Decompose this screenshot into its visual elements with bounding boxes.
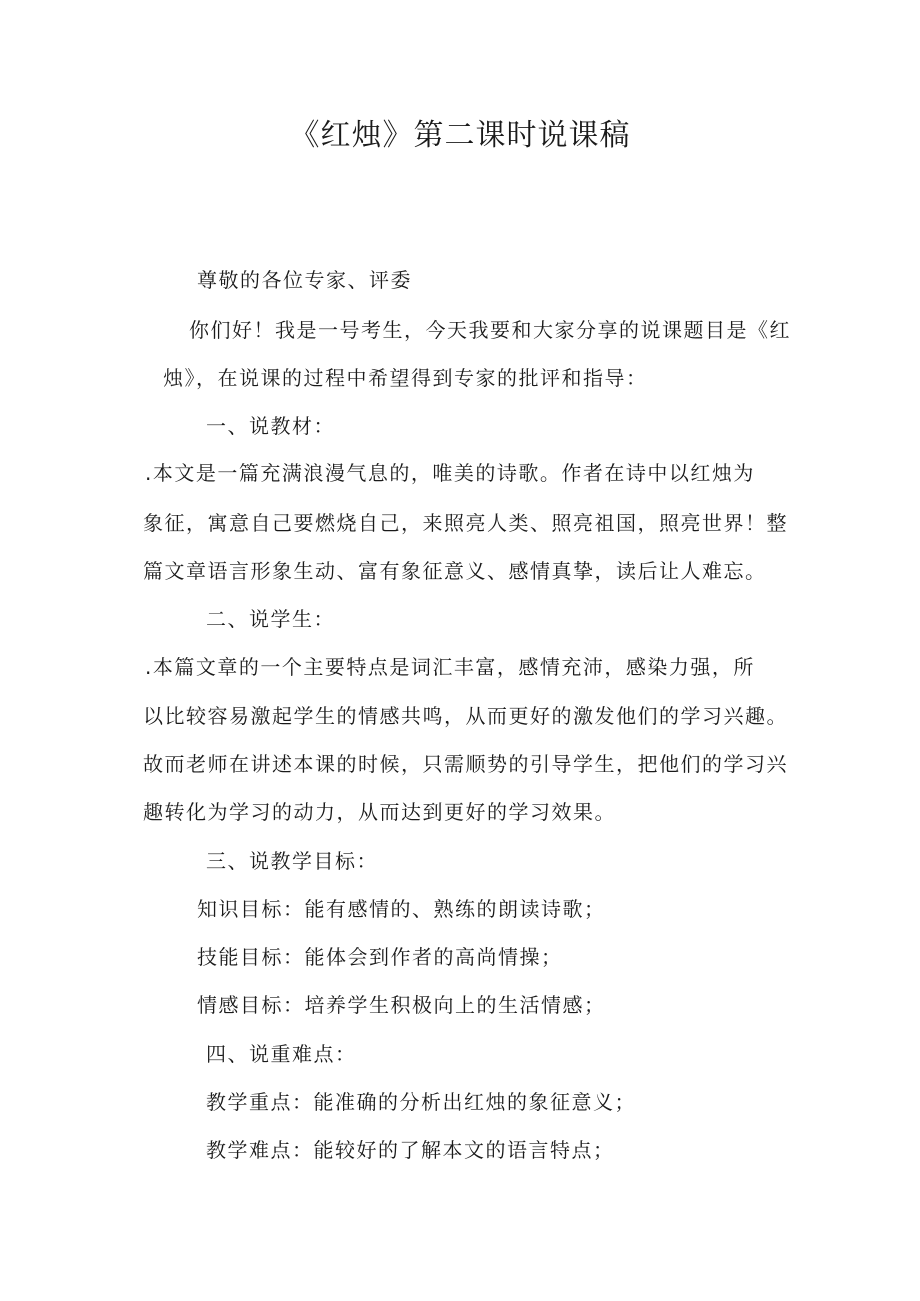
intro-line-2: 烛》，在说课的过程中希望得到专家的批评和指导： [163,366,648,390]
heading-key-points: 四、说重难点： [206,1042,357,1066]
intro-line-1: 你们好！我是一号考生，今天我要和大家分享的说课题目是《红 [189,318,791,342]
students-line-2: 以比较容易激起学生的情感共鸣，从而更好的激发他们的学习兴趣。 [143,704,788,728]
textbook-line-2: 象征，寓意自己要燃烧自己，来照亮人类、照亮祖国，照亮世界！整 [143,511,788,535]
heading-students: 二、说学生： [206,607,335,631]
objective-skill: 技能目标：能体会到作者的高尚情操； [197,945,563,969]
key-point: 教学重点：能准确的分析出红烛的象征意义； [206,1090,636,1114]
students-line-4: 趣转化为学习的动力，从而达到更好的学习效果。 [143,800,616,824]
greeting-line: 尊敬的各位专家、评委 [197,268,412,292]
textbook-line-3: 篇文章语言形象生动、富有象征意义、感情真挚，读后让人难忘。 [143,559,767,583]
document-title: 《红烛》第二课时说课稿 [289,118,631,153]
students-line-1: .本篇文章的一个主要特点是词汇丰富，感情充沛，感染力强，所 [145,655,755,679]
objective-knowledge: 知识目标：能有感情的、熟练的朗读诗歌； [197,897,606,921]
objective-emotion: 情感目标：培养学生积极向上的生活情感； [197,993,606,1017]
students-line-3: 故而老师在讲述本课的时候，只需顺势的引导学生，把他们的学习兴 [143,752,788,776]
difficult-point: 教学难点：能较好的了解本文的语言特点； [206,1138,615,1162]
textbook-line-1: .本文是一篇充满浪漫气息的，唯美的诗歌。作者在诗中以红烛为 [145,461,755,485]
heading-objectives: 三、说教学目标： [206,849,378,873]
heading-textbook: 一、说教材： [206,414,335,438]
